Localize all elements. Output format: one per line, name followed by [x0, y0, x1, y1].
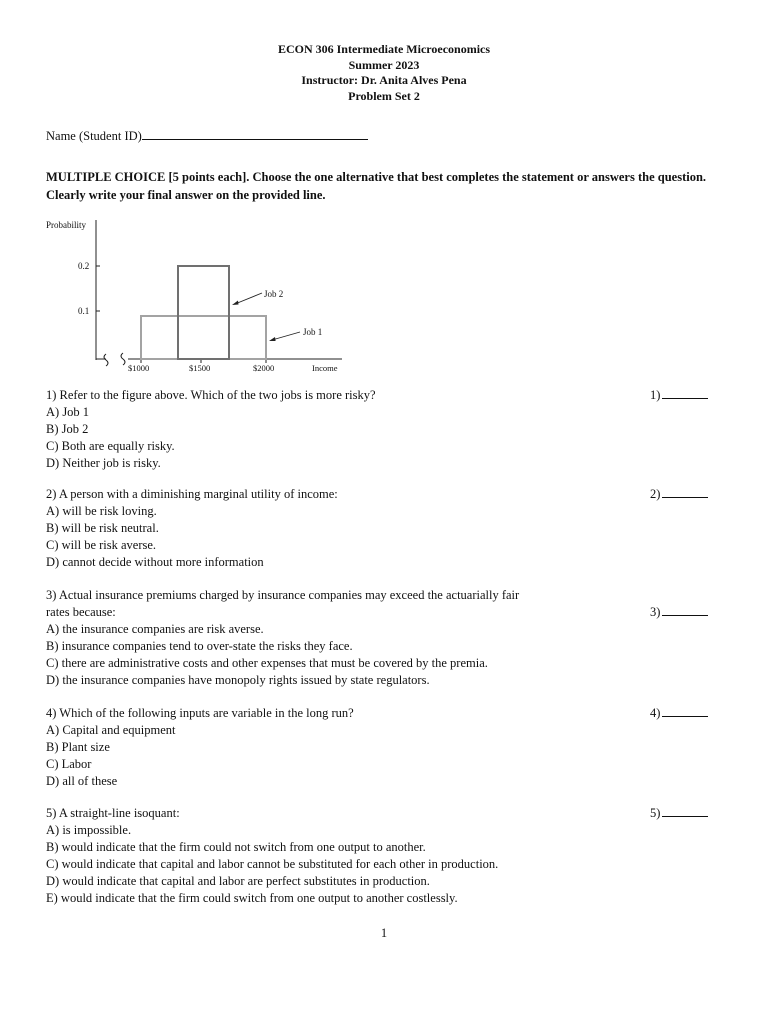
- x-tick-label-1500: $1500: [189, 363, 211, 373]
- term: Summer 2023: [348, 57, 420, 72]
- option: B) would indicate that the firm could not switch from one output to another.: [46, 840, 426, 854]
- axis-break-left: [104, 354, 108, 366]
- job-2-distribution-bar: [178, 266, 229, 359]
- question-5: [46, 805, 716, 907]
- option: A) will be risk loving.: [46, 504, 157, 518]
- question-5-stem: 5) A straight-line isoquant:: [46, 806, 180, 820]
- x-tick-label-1000: $1000: [128, 363, 150, 373]
- course-title: ECON 306 Intermediate Microeconomics: [277, 42, 491, 56]
- job-1-arrowhead: [269, 337, 276, 341]
- job-2-arrowhead: [232, 301, 239, 306]
- option: A) the insurance companies are risk averse.: [46, 622, 264, 636]
- option: C) there are administrative costs and other expenses that must be covered by the premia.: [46, 656, 488, 670]
- name-blank-line[interactable]: [142, 127, 368, 140]
- answer-slot-5[interactable]: 5): [650, 805, 708, 822]
- page-number: 1: [380, 926, 388, 940]
- job-2-arrow: [235, 293, 262, 304]
- option: B) Job 2: [46, 422, 89, 436]
- job-2-label: Job 2: [264, 289, 284, 299]
- option: D) would indicate that capital and labor are perfect substitutes in production.: [46, 874, 430, 888]
- answer-slot-3[interactable]: 3): [650, 604, 708, 621]
- probability-chart: [44, 214, 354, 380]
- job-1-arrow: [272, 332, 300, 340]
- question-4: [46, 705, 716, 790]
- question-1-stem: 1) Refer to the figure above. Which of the two jobs is more risky?: [46, 388, 376, 402]
- y-tick-label-0.1: 0.1: [78, 306, 90, 316]
- option: C) Both are equally risky.: [46, 439, 175, 453]
- job-1-distribution-bar: [141, 316, 266, 359]
- option: D) the insurance companies have monopoly rights issued by state regulators.: [46, 673, 430, 687]
- answer-slot-4[interactable]: 4): [650, 705, 708, 722]
- question-2-stem: 2) A person with a diminishing marginal utility of income:: [46, 487, 338, 501]
- option: C) would indicate that capital and labor cannot be substituted for each other in production.: [46, 857, 499, 871]
- option: A) is impossible.: [46, 823, 132, 837]
- name-label: Name (Student ID): [46, 129, 142, 143]
- option: A) Capital and equipment: [46, 723, 176, 737]
- y-tick-label-0.2: 0.2: [78, 261, 90, 271]
- question-3: [46, 587, 716, 689]
- option: E) would indicate that the firm could switch from one output to another costlessly.: [46, 891, 458, 905]
- option: D) all of these: [46, 774, 118, 788]
- question-2: [46, 486, 716, 571]
- option: D) cannot decide without more information: [46, 555, 264, 569]
- option: B) insurance companies tend to over-state the risks they face.: [46, 639, 353, 653]
- instructions: MULTIPLE CHOICE [5 points each]. Choose the one alternative that best completes the statement or answers the question. Clearly write your final answer on the provided line.: [46, 170, 707, 202]
- question-3-stem-line-2: rates because:: [46, 605, 116, 619]
- option: B) Plant size: [46, 740, 110, 754]
- name-field[interactable]: [46, 127, 368, 144]
- document-header: [0, 42, 768, 104]
- axis-break-right: [121, 353, 125, 365]
- job-1-label: Job 1: [303, 327, 323, 337]
- option: C) Labor: [46, 757, 92, 771]
- answer-slot-2[interactable]: 2): [650, 486, 708, 503]
- option: D) Neither job is risky.: [46, 456, 161, 470]
- question-3-stem-line-1: 3) Actual insurance premiums charged by insurance companies may exceed the actuarially fair: [46, 588, 520, 602]
- problem-set-title: Problem Set 2: [348, 88, 420, 103]
- instructor: Instructor: Dr. Anita Alves Pena: [301, 73, 467, 87]
- answer-slot-1[interactable]: 1): [650, 387, 708, 404]
- y-axis-label: Probability: [46, 220, 86, 230]
- option: A) Job 1: [46, 405, 90, 419]
- x-axis-label: Income: [312, 363, 338, 373]
- question-1: [46, 387, 716, 472]
- option: B) will be risk neutral.: [46, 521, 159, 535]
- option: C) will be risk averse.: [46, 538, 157, 552]
- question-4-stem: 4) Which of the following inputs are variable in the long run?: [46, 706, 354, 720]
- x-tick-label-2000: $2000: [253, 363, 275, 373]
